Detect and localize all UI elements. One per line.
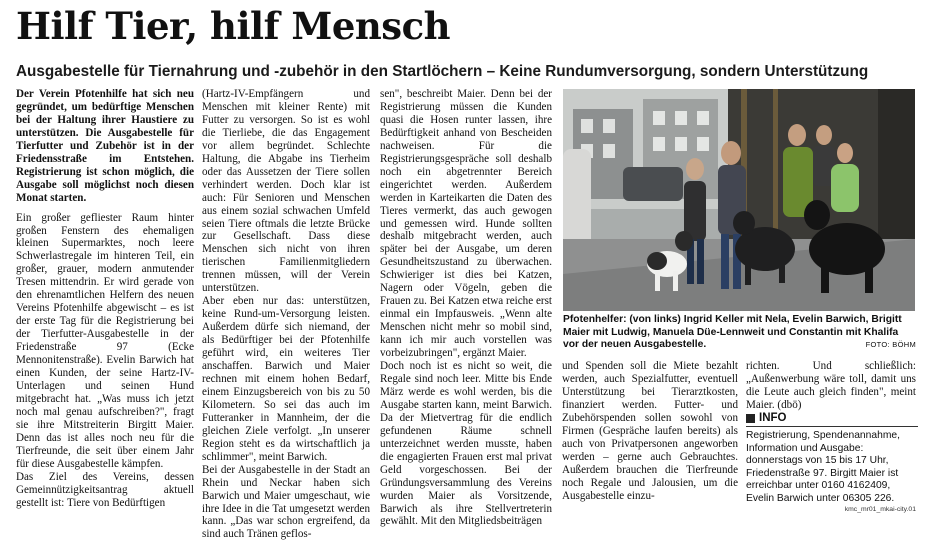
- article-column-5: [746, 360, 916, 412]
- photo-credit: FOTO: BÖHM: [865, 340, 916, 349]
- square-bullet-icon: [746, 414, 755, 423]
- lead-paragraph: Der Verein Pfotenhilfe hat sich neu gegründet, um bedürftige Menschen bei der Haltung ihrer Haustiere zu unterstützen. Die Ausgabestelle für Tierfutter und Zubehör ist in der Friedensstraße im Entstehen. Registrierung ist schon möglich, die Ausgabe soll möglichst noch diesen Monat starten.: [16, 88, 194, 204]
- body-paragraph: und Spenden soll die Miete bezahlt werden, auch Spezialfutter, eventuell Unterstützung bei Tierarztkosten, finanziert werden. Futter- und Zubehörspenden sollen sowohl von Firmen (Gespräche laufen bereits) als auch von Privatpersonen angeworben werden – gerne auch Gebrauchtes. Außerdem brauchen die Tierfreunde noch Regale und Jalousien, um die Ausgabestelle einzu-: [562, 360, 738, 502]
- article-column-3: [380, 88, 552, 528]
- body-paragraph: Doch noch ist es nicht so weit, die Regale sind noch leer. Mitte bis Ende März werde es wohl werden, bis die Ausgabe starten kann, meint Barwich. Da der Mietvertrag für die endlich gefundenen Räume schnell unterzeichnet werden musste, haben die engagierten Frauen erst mal privat Geld vorgeschossen. Bei der Gründungsversammlung des Vereins wurden Maier als Vorsitzende, Barwich als ihre Stellvertreterin gewählt. Mit den Mitgliedsbeiträgen: [380, 360, 552, 528]
- body-paragraph: Bei der Ausgabestelle in der Stadt an Rhein und Neckar haben sich Barwich und Maier umgeschaut, wie ihre Idee in die Tat umgesetzt werden kann. „Das war schon ergreifend, da sind auch Tränen geflos-: [202, 463, 370, 541]
- body-paragraph: Das Ziel des Vereins, dessen Gemeinnützigkeitsantrag aktuell gestellt ist: Tiere von Bedürftigen: [16, 470, 194, 509]
- body-paragraph: richten. Und schließlich: „Außenwerbung wäre toll, damit uns die Leute auch gleich finden", meint Maier. (dbö): [746, 360, 916, 411]
- article-column-1: [16, 88, 194, 510]
- headline: Hilf Tier, hilf Mensch: [16, 4, 451, 48]
- info-divider: [746, 426, 918, 427]
- subheadline: Ausgabestelle für Tiernahrung und -zubehör in den Startlöchern – Keine Rundumversorgung, sondern Unterstützung: [16, 63, 869, 80]
- info-heading-label: INFO: [759, 412, 787, 424]
- page-footer-code: kmc_mr01_mkai-city.01: [844, 506, 916, 513]
- article-photo: [563, 89, 915, 311]
- body-paragraph: Aber eben nur das: unterstützen, keine Rund-um-Versorgung leisten. Außerdem dürfe sich niemand, der als Bedürftiger bei der Pfotenhilfe geführt wird, ein weiteres Tier anschaffen. Barwich und Maier rechnen mit einem hohen Bedarf, einem Einzugsbereich von bis zu 50 Kilometern. So sei das auch im Futteranker in Mannheim, der die gleichen Ziele verfolgt. „In unserer Region steht es da wirtschaftlich ja schlimmer", meint Barwich.: [202, 295, 370, 463]
- article-column-2: [202, 88, 370, 541]
- article-column-4: [562, 360, 738, 502]
- body-paragraph: Ein großer gefliester Raum hinter großen Fenstern des ehemaligen kleinen Supermarktes, noch leere Schwerlastregale im hinteren Teil, ein großer, grauer, modern anmutender Tresen mittendrin. Er wird gerade von den ehrenamtlichen Helfern des neuen Vereins Pfotenhilfe abgewischt – es ist der erste Tag für die Registrierung bei der Tierfutter-Ausgabestelle in der Friedenstraße 97 (Ecke Mennonitenstraße). Evelin Barwich hat einen Kunden, der seine Hartz-IV-Unterlagen und seinen Hund mitgebracht hat. „Was muss ich jetzt noch mal genau aufschreiben?", fragt sie ihre Mitstreiterin Birgitt Maier. Denn das ist alles noch neu für die Tierfreunde, die seit über einem Jahr für diese Ausgabestelle kämpfen.: [16, 211, 194, 470]
- photo-illustration: [563, 89, 915, 311]
- info-heading: [746, 412, 918, 424]
- photo-caption: Pfotenhelfer: (von links) Ingrid Keller mit Nela, Evelin Barwich, Brigitt Maier mit Ludwig, Manuela Düe-Lennweit und Constantin mit Khalifa vor der neuen Ausgabestelle.: [563, 314, 902, 351]
- body-paragraph: (Hartz-IV-Empfängern und Menschen mit kleiner Rente) mit Futter zu versorgen. So ist es wohl die Tierliebe, die das Engagement vor allem begründet. Schlechte Haltung, die Abgabe ins Tierheim oder das Aussetzen der Tiere sollen verhindert werden. Doch klar ist auch: Für Senioren und Menschen aus einem sozial schwachen Umfeld seien Tiere oftmals die letzte Brücke zur Gesellschaft. Dass diese Menschen sich nicht von ihren tierischen Familienmitgliedern trennen müssen, will der Verein unterstützen.: [202, 88, 370, 295]
- info-text: Registrierung, Spendenannahme, Information und Ausgabe: donnerstags von 15 bis 17 Uhr, Friedenstraße 97. Birgitt Maier ist erreichbar unter 0160 4162409, Evelin Barwich unter 06305 226.: [746, 430, 900, 504]
- info-box: [746, 412, 918, 505]
- body-paragraph: sen", beschreibt Maier. Denn bei der Registrierung müssen die Kunden quasi die Hosen runter lassen, ihre Bedürftigkeit anhand von Bescheiden nachweisen. Für die Registrierungsgespräche soll deshalb noch ein abgetrennter Bereich eingerichtet werden. Außerdem werden in Karteikarten die Daten des Tieres vermerkt, das auch gewogen und gemessen wird. Hunde sollten deshalb mitgebracht werden, auch später bei der Ausgabe, um deren Gesundheitszustand zu überwachen. Schwieriger ist dies bei Katzen, Nagern oder Vögeln, geben die Frauen zu. Bei Katzen etwa reiche erst einmal ein Impfausweis. „Wenn alte Menschen nicht mehr so mobil sind, kann ich mir auch vorstellen was vorbeizubringen", ergänzt Maier.: [380, 88, 552, 360]
